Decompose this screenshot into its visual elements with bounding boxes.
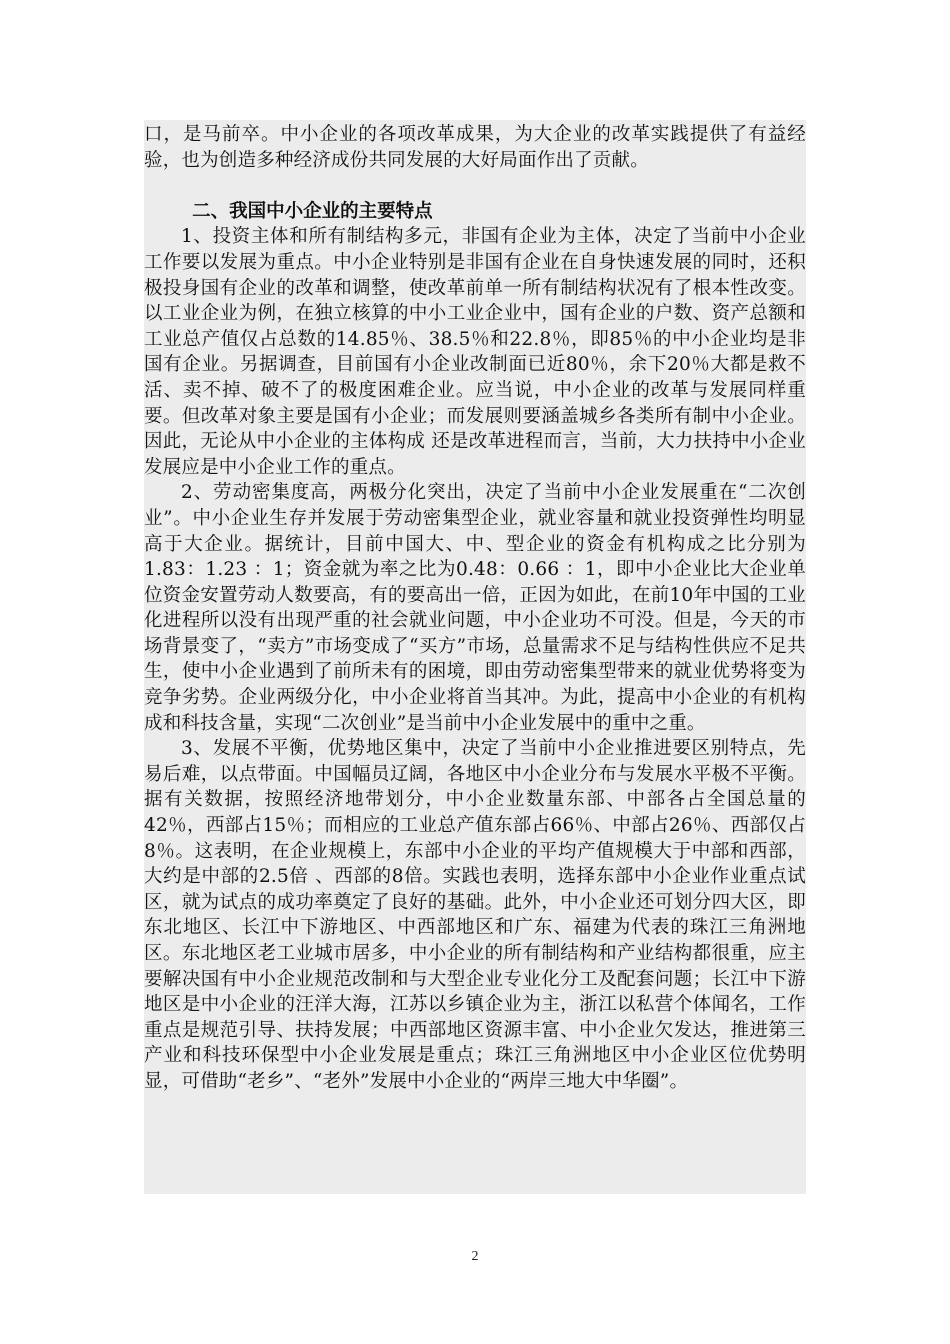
intro-paragraph: 口，是马前卒。中小企业的各项改革成果，为大企业的改革实践提供了有益经验，也为创造多种经济成份共同发展的大好局面作出了贡献。 [144, 124, 806, 171]
text-block [144, 120, 806, 1194]
paragraph-2: 2、劳动密集度高，两极分化突出，决定了当前中小企业发展重在“二次创业”。中小企业生存并发展于劳动密集型企业，就业容量和就业投资弹性均明显高于大企业。据统计，目前中国大、中、型企业的资金有机构成之比分别为1.83：1.23 ：1；资金就为率之比为0.48：0.66 ：1，即中小企业比大企业单位资金安置劳动人数要高，有的要高出一倍，正因为如此，在前10年中国的工业化进程所以没有出现严重的社会就业问题，中小企业功不可没。但是，今天的市场背景变了，“卖方”市场变成了“买方”市场，总量需求不足与结构性供应不足共生，使中小企业遇到了前所未有的困境，即由劳动密集型带来的就业优势将变为竞争劣势。企业两级分化，中小企业将首当其冲。为此，提高中小企业的有机构成和科技含量，实现“二次创业”是当前中小企业发展中的重中之重。 [144, 482, 806, 734]
section-heading: 二、我国中小企业的主要特点 [192, 200, 433, 222]
paragraph-3: 3、发展不平衡，优势地区集中，决定了当前中小企业推进要区别特点，先易后难，以点带面。中国幅员辽阔，各地区中小企业分布与发展水平极不平衡。据有关数据，按照经济地带划分，中小企业数量东部、中部各占全国总量的42％，西部占15％；而相应的工业总产值东部占66％、中部占26％、西部仅占8％。这表明，在企业规模上，东部中小企业的平均产值规模大于中部和西部，大约是中部的2.5倍 、西部的8倍。实践也表明，选择东部中小企业作业重点试区，就为试点的成功率奠定了良好的基础。此外，中小企业还可划分四大区，即东北地区、长江中下游地区、中西部地区和广东、福建为代表的珠江三角洲地区。东北地区老工业城市居多，中小企业的所有制结构和产业结构都很重，应主要解决国有中小企业规范改制和与大型企业专业化分工及配套问题；长江中下游地区是中小企业的汪洋大海，江苏以乡镇企业为主，浙江以私营个体闻名，工作重点是规范引导、扶持发展；中西部地区资源丰富、中小企业欠发达，推进第三产业和科技环保型中小企业发展是重点；珠江三角洲地区中小企业区位优势明显，可借助“老乡”、“老外”发展中小企业的“两岸三地大中华圈”。 [144, 738, 806, 1092]
page-number: 2 [471, 1249, 479, 1264]
paragraph-1: 1、投资主体和所有制结构多元，非国有企业为主体，决定了当前中小企业工作要以发展为重点。中小企业特别是非国有企业在自身快速发展的同时，还积极投身国有企业的改革和调整，使改革前单一所有制结构状况有了根本性改变。以工业企业为例，在独立核算的中小工业企业中，国有企业的户数、资产总额和工业总产值仅占总数的14.85％、38.5％和22.8％，即85％的中小企业均是非国有企业。另据调查，目前国有小企业改制面已近80％，余下20％大都是救不活、卖不掉、破不了的极度困难企业。应当说，中小企业的改革与发展同样重要。但改革对象主要是国有小企业；而发展则要涵盖城乡各类所有制中小企业。因此，无论从中小企业的主体构成 还是改革进程而言，当前，大力扶持中小企业发展应是中小企业工作的重点。 [144, 226, 806, 478]
paragraph-spacer [144, 173, 806, 199]
